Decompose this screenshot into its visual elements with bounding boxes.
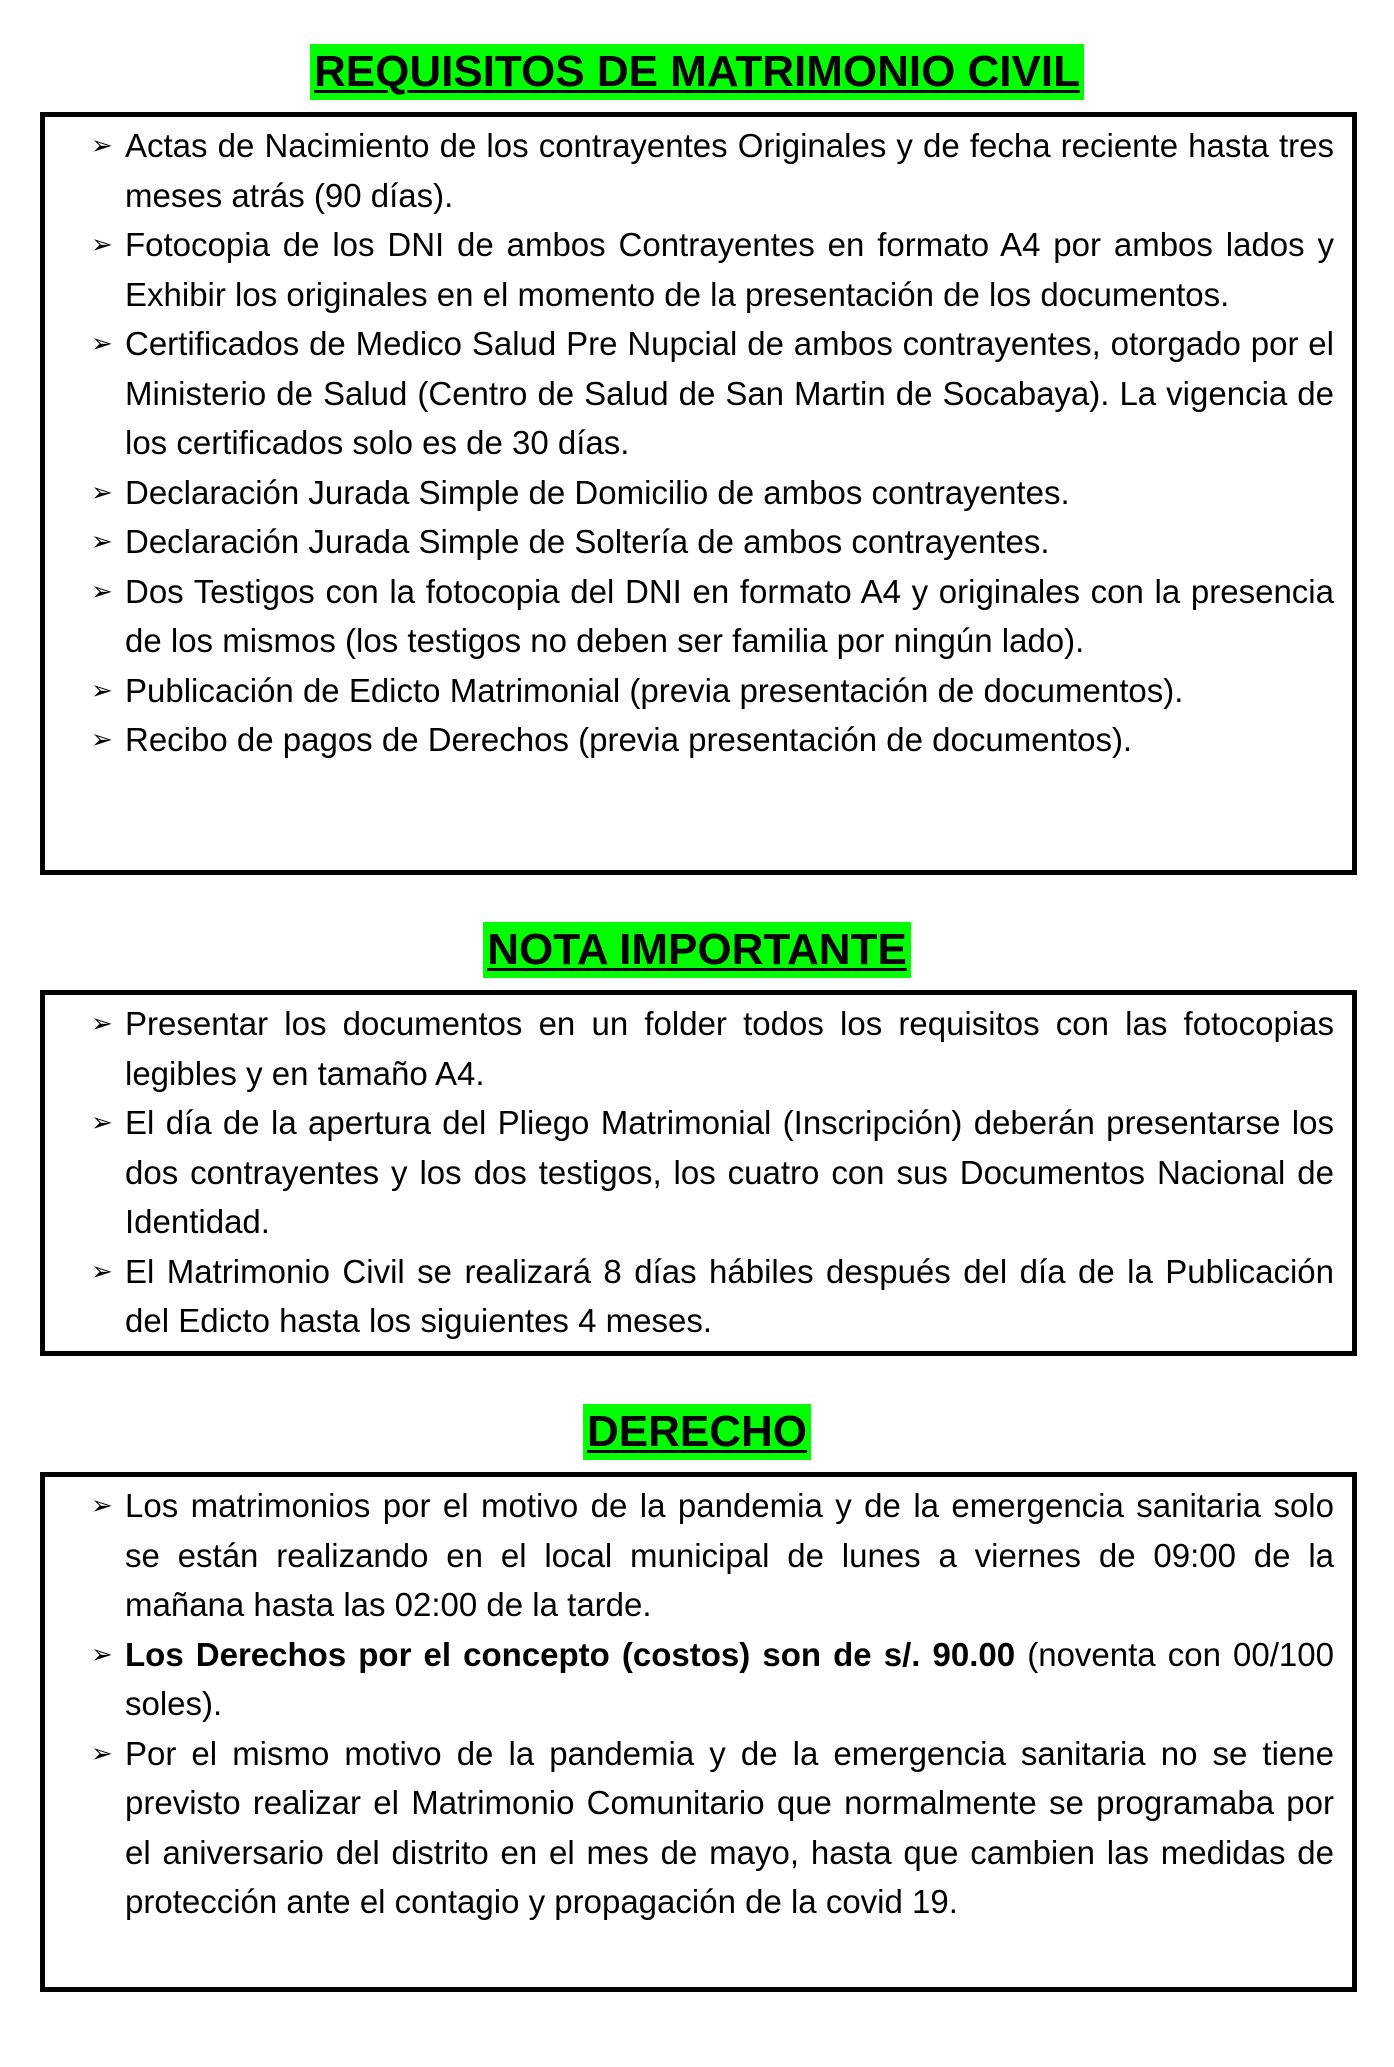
arrow-bullet-icon: ➢: [91, 1490, 113, 1520]
list-item: ➢ Declaración Jurada Simple de Soltería de ambos contrayentes.: [65, 517, 1334, 567]
arrow-bullet-icon: ➢: [91, 328, 113, 358]
arrow-bullet-icon: ➢: [91, 229, 113, 259]
nota-box: [40, 990, 1357, 1356]
section-heading: NOTA IMPORTANTE: [483, 922, 911, 978]
list-item: ➢ Por el mismo motivo de la pandemia y de la emergencia sanitaria no se tiene previsto realizar el Matrimonio Comunitario que normalmente se programaba por el aniversario del distrito en el mes de mayo, hasta que cambien las medidas de protección ante el contagio y propagación de la covid 19.: [65, 1729, 1334, 1927]
list-item: ➢ Presentar los documentos en un folder todos los requisitos con las fotocopias legibles y en tamaño A4.: [65, 999, 1334, 1098]
list-item: ➢ Fotocopia de los DNI de ambos Contrayentes en formato A4 por ambos lados y Exhibir los originales en el momento de la presentación de los documentos.: [65, 220, 1334, 319]
list-item: ➢ Los matrimonios por el motivo de la pandemia y de la emergencia sanitaria solo se están realizando en el local municipal de lunes a viernes de 09:00 de la mañana hasta las 02:00 de la tarde.: [65, 1481, 1334, 1630]
arrow-bullet-icon: ➢: [91, 1107, 113, 1137]
arrow-bullet-icon: ➢: [91, 1008, 113, 1038]
list-item: ➢ El día de la apertura del Pliego Matrimonial (Inscripción) deberán presentarse los dos contrayentes y los dos testigos, los cuatro con sus Documentos Nacional de Identidad.: [65, 1098, 1334, 1247]
arrow-bullet-icon: ➢: [91, 674, 113, 705]
list-item: ➢ Publicación de Edicto Matrimonial (previa presentación de documentos).: [65, 666, 1334, 716]
arrow-bullet-icon: ➢: [91, 130, 113, 160]
arrow-bullet-icon: ➢: [91, 575, 113, 606]
arrow-bullet-icon: ➢: [91, 724, 113, 754]
derecho-box: [40, 1472, 1357, 1992]
arrow-bullet-icon: ➢: [91, 526, 113, 556]
cost-bold-text: Los Derechos por el concepto (costos) son de s/. 90.00: [125, 1635, 1016, 1673]
arrow-bullet-icon: ➢: [91, 1255, 113, 1286]
section-title-requisitos: [0, 44, 1394, 100]
section-heading: DERECHO: [583, 1404, 811, 1460]
list-item: [65, 1630, 1334, 1729]
requisitos-box: [40, 112, 1357, 875]
list-item: ➢ Certificados de Medico Salud Pre Nupcial de ambos contrayentes, otorgado por el Ministerio de Salud (Centro de Salud de San Martin de Socabaya). La vigencia de los certificados solo es de 30 días.: [65, 319, 1334, 468]
nota-list: [65, 999, 1334, 1346]
list-item: ➢ Declaración Jurada Simple de Domicilio de ambos contrayentes.: [65, 468, 1334, 518]
arrow-bullet-icon: ➢: [91, 476, 113, 507]
section-title-derecho: [0, 1404, 1394, 1460]
derecho-list: [65, 1481, 1334, 1927]
list-item: ➢ El Matrimonio Civil se realizará 8 días hábiles después del día de la Publicación del Edicto hasta los siguientes 4 meses.: [65, 1247, 1334, 1346]
list-item: ➢ Dos Testigos con la fotocopia del DNI en formato A4 y originales con la presencia de los mismos (los testigos no deben ser familia por ningún lado).: [65, 567, 1334, 666]
section-title-nota: [0, 922, 1394, 978]
arrow-bullet-icon: ➢: [91, 1737, 113, 1768]
cost-detail-text: (noventa con 00/100 soles).: [125, 1635, 1334, 1722]
list-item: ➢ Recibo de pagos de Derechos (previa presentación de documentos).: [65, 715, 1334, 765]
arrow-bullet-icon: ➢: [91, 1638, 113, 1669]
requisitos-list: [65, 121, 1334, 765]
section-heading: REQUISITOS DE MATRIMONIO CIVIL: [310, 44, 1084, 100]
list-item: ➢ Actas de Nacimiento de los contrayentes Originales y de fecha reciente hasta tres meses atrás (90 días).: [65, 121, 1334, 220]
